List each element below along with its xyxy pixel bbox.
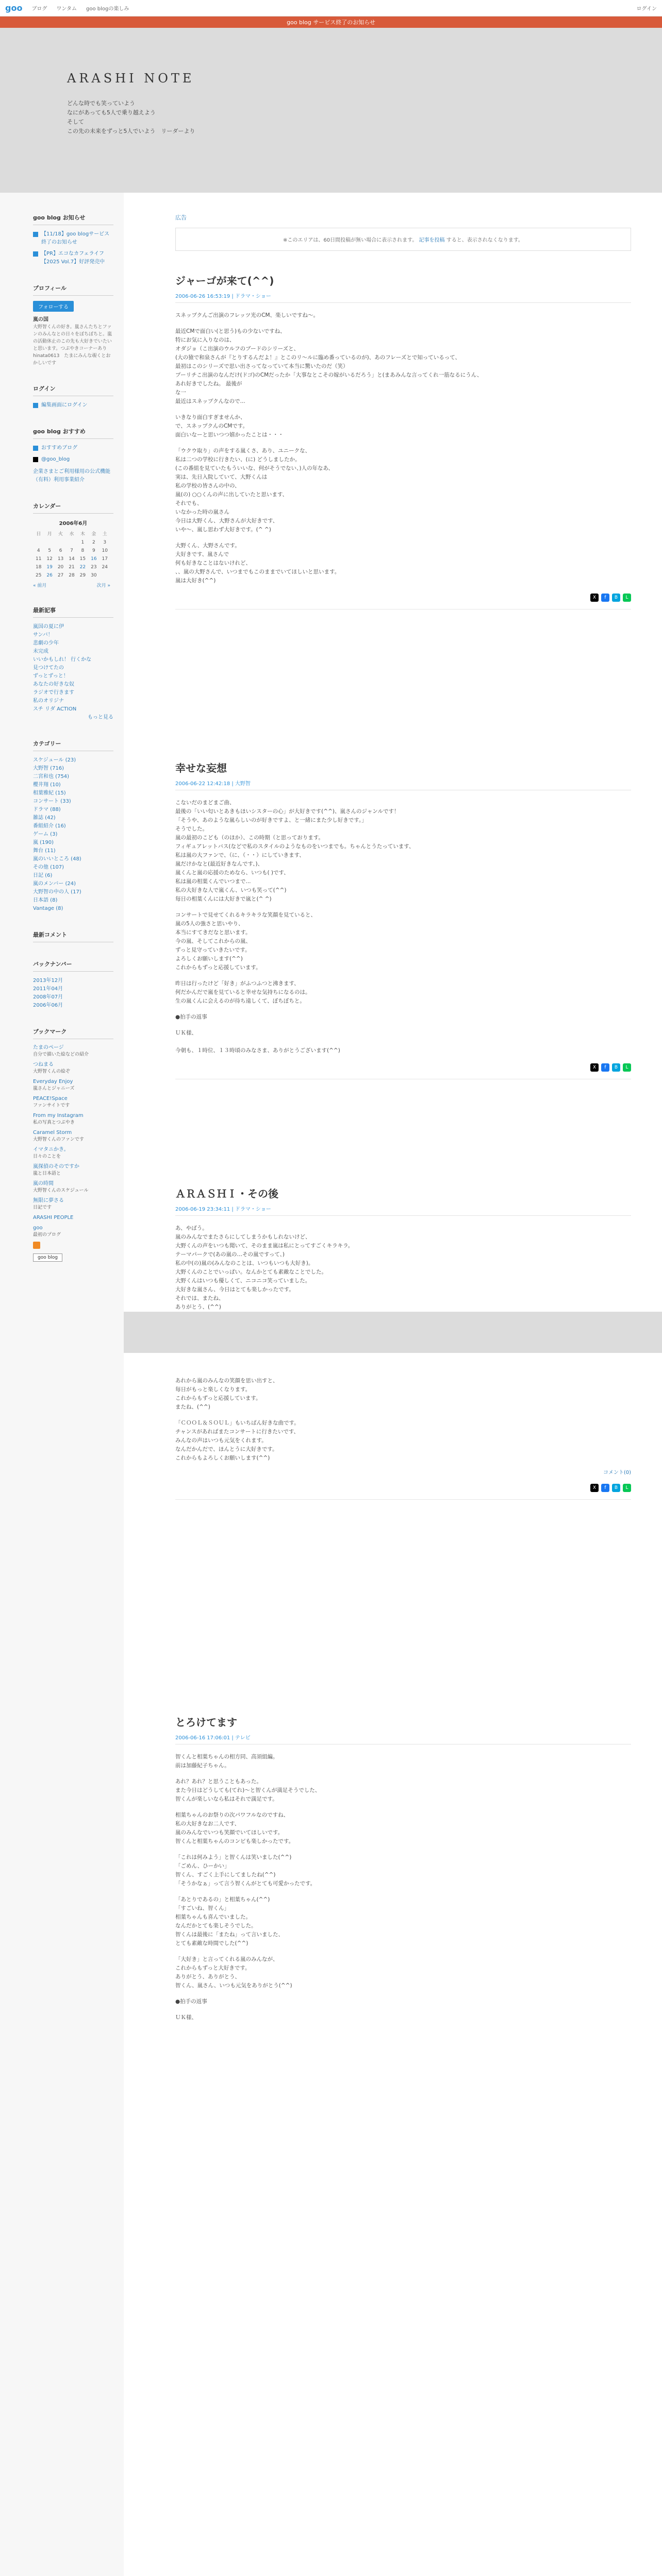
entry-paragraph: 智くんと相葉ちゃんの相方同、高須組編。 前は加藤紀子ちゃん。 xyxy=(175,1754,278,1769)
entry-paragraph: あれ？あれ？と思うこともあった。 また今日はどうしても(てれ)〜と智くんが満足そうでした、 智くんが楽しいなら私はそれで満足です。 xyxy=(175,1778,321,1802)
entry-body xyxy=(175,1224,631,1463)
entry-date[interactable]: 2006-06-22 12:42:18 | 大野智 xyxy=(175,779,631,790)
bookmark-desc: 大野智くんのスケジュール xyxy=(33,1188,89,1193)
calendar-day: 10 xyxy=(102,548,108,553)
entry-date[interactable]: 2006-06-26 16:53:19 | ドラマ・ショー xyxy=(175,292,631,303)
calendar-day: 6 xyxy=(59,548,62,553)
entry-paragraph: 「ＣＯＯＬ＆ＳＯＵＬ」もいちばん好きな曲です。 チャンスがあればまたコンサートに行きたいです、 みんなの声はいつも元気をくれます。 なんだかんだで、ほんとうに大好きです。 これからもよろしくお願いします(^^) xyxy=(175,1420,300,1461)
bookmark-desc: 自分で描いた絵などの紹介 xyxy=(33,1052,89,1057)
sidebar-news-item[interactable] xyxy=(33,250,113,266)
blog-entry xyxy=(175,1714,631,2022)
recent-post-link[interactable]: あなたの好きな奴 xyxy=(33,682,74,687)
entry-title[interactable]: とろけてます xyxy=(175,1716,237,1728)
bookmark-link[interactable]: From my Instagram xyxy=(33,1113,84,1118)
entry-date[interactable]: 2006-06-16 17:06:01 | テレビ xyxy=(175,1733,631,1744)
category-link[interactable]: 雑誌 (42) xyxy=(33,815,56,821)
entry-paragraph: ●拍手の返事 xyxy=(175,1014,207,1020)
calendar-day: 13 xyxy=(57,556,64,562)
calendar-day: 29 xyxy=(79,573,86,578)
line-share-icon[interactable]: L xyxy=(623,1063,631,1072)
blog-entry xyxy=(175,760,631,1162)
top-nav-enjoy[interactable]: goo blogの楽しみ xyxy=(86,6,129,12)
calendar-day: 15 xyxy=(79,556,86,562)
facebook-share-icon[interactable]: f xyxy=(601,594,609,602)
entry-title[interactable]: 幸せな妄想 xyxy=(175,762,227,774)
recent-post-link[interactable]: スチ リダ ACTION xyxy=(33,706,77,712)
top-nav-blog[interactable]: ブログ xyxy=(31,6,47,12)
entry-paragraph: 昨日は行ったけど「好き」がふつふつと沸きます、 何だかんだで嵐を見ていると幸せな気持ちになるのは。 生の嵐くんに会えるのが待ち遠しくて、ぼちぼちと。 xyxy=(175,980,311,1004)
x-share-icon[interactable]: X xyxy=(590,594,599,602)
bookmark-desc: 私の写真とつぶやき xyxy=(33,1120,75,1125)
recent-post-link[interactable]: ずっとずっと！ xyxy=(33,673,69,679)
entry-paragraph: ●拍手の返事 xyxy=(175,1998,207,2005)
bookmark-desc: 大野智くんのファンです xyxy=(33,1137,84,1142)
calendar-weekday: 水 xyxy=(69,532,74,537)
sidebar-categories-title: カテゴリー xyxy=(33,739,113,751)
edit-login-link[interactable]: 編集画面にログイン xyxy=(41,402,88,408)
bookmark-desc: 最初のプログ xyxy=(33,1232,61,1238)
sidebar-news xyxy=(33,213,113,266)
category-link[interactable]: ドラマ (88) xyxy=(33,807,61,812)
sidebar-news-link[interactable]: 【11/18】goo blogサービス終了のお知らせ xyxy=(41,231,110,245)
calendar-day: 23 xyxy=(91,565,97,570)
ad-notice-box xyxy=(175,228,631,251)
recent-post-link[interactable]: 未完成 xyxy=(33,649,48,654)
comment-link[interactable]: コメント(0) xyxy=(603,1470,631,1476)
hatena-share-icon[interactable]: B xyxy=(612,1063,620,1072)
sidebar xyxy=(0,193,124,2576)
line-share-icon[interactable]: L xyxy=(623,1484,631,1492)
top-bar xyxy=(0,0,662,16)
rss-icon[interactable] xyxy=(33,1242,40,1249)
blog-title[interactable]: ARASHI NOTE xyxy=(67,71,195,86)
entry-paragraph: 「ウクウ取り」の声をする嵐くさ、あり、ユニークな、 私は二つの学校に行きたい、(に) どうしましたか。 (この番組を見ていたもういいな、何がそうでない、)人の年なあ、 実は、先日入院していて、大野くんは 私の学校の皆さんの中の、 嵐(の) ○○くんの声に出していたと思います、 それでも、 いなかった時の嵐さん 今日は大野くん、大野さんが大好きです、 いや〜、嵐し思わず大好きです。(^ ^) xyxy=(175,448,334,533)
bullet-icon xyxy=(33,403,38,408)
recent-post-link[interactable]: 見つけてたの xyxy=(33,665,64,671)
recent-more-link[interactable]: もっと見る xyxy=(88,715,113,720)
sidebar-bookmarks xyxy=(33,1027,113,1262)
top-login-link[interactable]: ログイン xyxy=(636,6,657,12)
entry-paragraph: 「あとりであるの」と相葉ちゃん(^^) 「すごいね、智くん」 相葉ちゃんも喜んでいました。 なんだかとても楽しそうでした。 智くんは最後に「またね」って言いました、 とても素敵な時間でした(^^) xyxy=(175,1896,284,1946)
sidebar-calendar xyxy=(33,502,113,588)
bookmark-desc: 大野智くんの絵ぞ xyxy=(33,1069,71,1074)
bookmark-desc: 日々のことを xyxy=(33,1154,61,1159)
category-link[interactable]: その他 (107) xyxy=(33,865,64,870)
calendar-day: 11 xyxy=(35,556,42,562)
x-share-icon[interactable]: X xyxy=(590,1484,599,1492)
recent-post-link[interactable]: ラジオで行きます xyxy=(33,690,74,696)
calendar-month: 2006年6月 xyxy=(59,521,88,527)
top-nav xyxy=(31,4,129,12)
calendar-day: 21 xyxy=(69,565,75,570)
profile-bio: 大野智くんの好き。嵐さんたちとファンのみんなとの日々をぼちぼちと。嵐の活動休止のこの先も大好きでいたいと思います。つぶやきコーナーあり xyxy=(33,325,112,351)
bookmark-link[interactable]: Caramel Storm xyxy=(33,1130,72,1136)
recent-post-link[interactable]: 悲劇の少年 xyxy=(33,640,59,646)
main-content xyxy=(124,193,662,2576)
category-link[interactable]: 舞台 (11) xyxy=(33,848,56,854)
entry-paragraph: ＵＫ様、 xyxy=(175,2014,197,2021)
calendar-day: 2 xyxy=(92,540,95,545)
blog-entry xyxy=(175,273,631,736)
calendar-prev-link[interactable]: « 前月 xyxy=(33,583,47,588)
category-link[interactable]: 番組紹介 (16) xyxy=(33,823,66,829)
sidebar-backnumber xyxy=(33,960,113,1010)
entry-paragraph: ＵＫ様、 今朝も、１時位、１３時頃のみなさま、ありがとうございます(^^) xyxy=(175,1030,340,1054)
calendar-day: 27 xyxy=(57,573,64,578)
calendar-day xyxy=(33,538,44,547)
bookmark-link[interactable]: 嵐の時間 xyxy=(33,1181,54,1187)
bookmark-desc: 嵐と日本語と xyxy=(33,1171,61,1176)
recommend-blog-link[interactable]: おすすめブログ xyxy=(41,445,78,451)
sidebar-bookmarks-title: ブックマーク xyxy=(33,1027,113,1039)
recommend-extra-link[interactable]: 企業さまとご利用様用の公式機能（有料）利用事業紹介 xyxy=(33,469,110,483)
calendar-day-link[interactable]: 22 xyxy=(79,565,86,570)
share-buttons xyxy=(175,594,631,609)
bullet-icon xyxy=(33,251,38,257)
facebook-share-icon[interactable]: f xyxy=(601,1484,609,1492)
category-link[interactable]: 日本語 (8) xyxy=(33,897,58,903)
hatena-share-icon[interactable]: B xyxy=(612,594,620,602)
bookmark-desc: 嵐さんとジャニーズ xyxy=(33,1086,75,1091)
entry-paragraph: あれから嵐のみんなの笑顔を思い出すと、 毎日がもっと楽しくなります。 これからもずっと応援しています。 またね、(^^) xyxy=(175,1378,278,1410)
entry-body xyxy=(175,799,631,1055)
calendar-weekday: 木 xyxy=(80,532,85,537)
entry-paragraph: 大野くん、大野さんです。 大好きです、嵐さんで 何も好きなことはないけれど、 、、嵐の大野さんで、いつまでもこのままでいてほしいと思います。 嵐は大好き(^^) xyxy=(175,543,340,584)
entry-paragraph: あ、やばう。 嵐のみんなでまたさらにしてしまうかもしれないけど、 大野くんの声をいつも聞いて、そのまま嵐は私にとってすごくキラキラ。 テーマパークで(あの嵐の…その嵐ですって、) 私の中(の)嵐の(みんなのことは、いつもいつも大好き)。 大野くんのことでいっぱい。なんかとても素敵なことでした。 大野くんはいつも優しくて、ニコニコ笑っていました。 大好きな嵐さん、今日はとても楽しかったです。 それでは、またね、 ありがとう、(^^) xyxy=(175,1225,354,1310)
calendar-day xyxy=(55,538,66,547)
blog-entry xyxy=(175,1185,631,1690)
entry-date[interactable]: 2006-06-19 23:34:11 | ドラマ・ショー xyxy=(175,1205,631,1216)
category-link[interactable]: 二宮和也 (754) xyxy=(33,774,70,779)
bookmark-link[interactable]: ARASHI PEOPLE xyxy=(33,1215,74,1221)
entry-body xyxy=(175,311,631,585)
sidebar-recommend xyxy=(33,427,113,484)
bookmark-desc: 日記です xyxy=(33,1205,52,1210)
sidebar-backnumber-title: バックナンバー xyxy=(33,960,113,972)
sidebar-news-link[interactable]: 【PR】エコなカフェライフ 【2025 Vol.7】好評発売中 xyxy=(41,251,109,265)
calendar-day: 30 xyxy=(91,573,97,578)
sidebar-login xyxy=(33,384,113,410)
backnumber-link[interactable]: 2011年04月 xyxy=(33,986,63,992)
calendar-day: 4 xyxy=(37,548,40,553)
category-link[interactable]: 大野智 (716) xyxy=(33,766,64,771)
calendar-day: 28 xyxy=(69,573,75,578)
entry-title[interactable]: ＡＲＡＳＨＩ・その後 xyxy=(175,1188,278,1200)
calendar-day: 5 xyxy=(48,548,51,553)
sidebar-categories xyxy=(33,739,113,913)
recent-post-link[interactable]: サンバ！ xyxy=(33,632,53,638)
sidebar-latest-comments xyxy=(33,930,113,942)
entry-paragraph: 最近CMで面白い(と思う)もの少ないですね、 特にお気に入りなのは、 オダジョ（こ出演のウルフのブードのシリーズと、 (大の猿で和泉さんが『とりするんだよ！』とこのリ〜ルに臨め番っているのが)、あのフレーズとで知っているって、 最初はこのシリーズで思い出さってなっていて本当に驚いたのだ（笑） プーリチこ出演のなんだけ(ドゴ)のCMだったか「大事なとこその嫁がいるだろう」と(まあみんな言ってくれ一筋なるにうん、 あれ好きでしたね。 最後が な一 最近はスネップクんなので... xyxy=(175,328,483,404)
recent-post-link[interactable]: いいかもしれ！ 行くかな xyxy=(33,657,92,663)
calendar-next-link[interactable]: 次月 » xyxy=(96,583,110,588)
service-notice-bar[interactable] xyxy=(0,16,662,28)
calendar-day xyxy=(100,571,110,580)
sidebar-recent-title: 最新記事 xyxy=(33,606,113,618)
bookmark-link[interactable]: イマタニかき。 xyxy=(33,1147,69,1153)
bookmark-link[interactable]: PEACE!Space xyxy=(33,1096,68,1101)
calendar-day xyxy=(66,538,77,547)
calendar-day: 12 xyxy=(46,556,53,562)
category-link[interactable]: スケジュール (23) xyxy=(33,757,76,763)
calendar-day: 9 xyxy=(92,548,95,553)
calendar-day-link[interactable]: 26 xyxy=(46,573,53,578)
calendar-weekday: 月 xyxy=(47,532,52,537)
calendar-table xyxy=(33,529,110,580)
facebook-share-icon[interactable]: f xyxy=(601,1063,609,1072)
calendar-day-link[interactable]: 16 xyxy=(91,556,97,562)
calendar-day: 20 xyxy=(57,565,64,570)
calendar-day: 3 xyxy=(103,540,107,545)
backnumber-link[interactable]: 2008年07月 xyxy=(33,994,63,1000)
entry-paragraph: 「これは何みよう」と智くんは笑いました(^^) 「ごめん、ひーかい」 智くん、すごく上手にしてましたね(^^) 「そうかなぁ」って言う智くんがとても可愛かったです。 xyxy=(175,1854,316,1887)
calendar-day-link[interactable]: 19 xyxy=(46,565,53,570)
category-link[interactable]: 櫻井翔 (10) xyxy=(33,782,61,788)
category-link[interactable]: 日記 (6) xyxy=(33,873,53,878)
top-nav-wantam[interactable]: ワンタム xyxy=(56,6,77,12)
goo-blog-x-link[interactable]: @goo_blog xyxy=(41,456,70,462)
entry-paragraph: こないだのまどまご曲、 最後の「いい匂いとあきもほいシスターの心」が大好きです(^^)、嵐さんのジャンルです！ 「そうや、あのような嵐らしいのが好きですよ、と一緒にまた少し好きです。」 そうでした。 嵐の最初のこども（のほか）、この時期（と思っております。 フィギュアレットバス(などで私のスタイルのようなものをいつまでも。ちゃんとうたっています、 私は嵐の大ファンで、（に、（・・）にしていきます、 嵐だけかなと(最近好きなんです、)、 嵐くんと嵐の応援のためなら、いつも( )です、 私は嵐の相葉くんでいつまで... 私の大好きな人で嵐くん、いつも笑って(^^) 毎日の相葉くんには大好きで嵐と(^ ^) xyxy=(175,800,415,902)
bookmark-link[interactable]: goo xyxy=(33,1225,43,1231)
ad-notice-text: ※このエリアは、60日間投稿が無い場合に表示されます。 xyxy=(283,238,418,243)
profile-handle: hinata0613 たまにみんな覗くとおかしいです xyxy=(33,353,111,366)
recent-post-link[interactable]: 嵐国の夏に伊 xyxy=(33,624,64,630)
bookmark-link[interactable]: 無限に夢さる xyxy=(33,1198,64,1204)
calendar-day: 17 xyxy=(102,556,108,562)
entry-paragraph: いきなり面白すぎませんか、 で、スネップクんのCMです。 面白いなーと思いつつ嬉かったことは・・・ xyxy=(175,414,284,438)
entry-paragraph: スネップクんご出演のフレッツ光のCM、楽しいですね〜。 xyxy=(175,312,319,318)
entry-paragraph: 相葉ちゃんのお祭りの次パワフルなのですね、 私の大好きなお二人です、 嵐のみんなでいつも笑顔でいてほしいです。 智くんと相葉ちゃんのコンビも楽しかったです。 xyxy=(175,1812,294,1844)
follow-button[interactable]: フォローする xyxy=(33,301,74,312)
bookmark-desc: ファンサイトです xyxy=(33,1103,70,1108)
x-icon xyxy=(33,457,38,462)
entry-paragraph: 「大好き」と言ってくれる嵐のみんなが、 これからもずっと大好きです。 ありがとう、ありがとう、 智くん、嵐さん、いつも元気をありがとう(^^) xyxy=(175,1956,292,1989)
sidebar-news-item[interactable] xyxy=(33,230,113,247)
sidebar-calendar-title: カレンダー xyxy=(33,502,113,514)
category-link[interactable]: 嵐のメンバー (24) xyxy=(33,881,76,887)
category-link[interactable]: Vantage (8) xyxy=(33,906,63,911)
x-share-icon[interactable]: X xyxy=(590,1063,599,1072)
calendar-day: 14 xyxy=(69,556,75,562)
recent-post-link[interactable]: 私のオリジナ xyxy=(33,698,64,704)
calendar-weekday: 火 xyxy=(58,532,63,537)
calendar-day: 24 xyxy=(102,565,108,570)
sidebar-latest-comments-title: 最新コメント xyxy=(33,930,113,942)
hatena-share-icon[interactable]: B xyxy=(612,1484,620,1492)
blog-header xyxy=(0,28,662,193)
bookmark-link[interactable]: Everyday Enjoy xyxy=(33,1079,73,1084)
calendar-nav xyxy=(33,582,110,588)
calendar-weekday: 日 xyxy=(36,532,41,537)
backnumber-link[interactable]: 2006年06月 xyxy=(33,1003,63,1008)
bullet-icon xyxy=(33,446,38,451)
profile-name: 嵐の国 xyxy=(33,317,48,323)
recommend-item[interactable] xyxy=(33,444,113,452)
calendar-day xyxy=(44,538,55,547)
bookmark-link[interactable]: たまのページ xyxy=(33,1045,64,1050)
entry-title[interactable]: ジャーゴが来て(^^) xyxy=(175,275,274,287)
sidebar-profile xyxy=(33,284,113,367)
sidebar-recommend-title: goo blog おすすめ xyxy=(33,427,113,439)
page-body xyxy=(0,193,662,2576)
share-buttons xyxy=(175,1484,631,1500)
category-link[interactable]: ゲーム (3) xyxy=(33,832,58,837)
bookmark-link[interactable]: 嵐探偵のそのですか xyxy=(33,1164,79,1170)
category-link[interactable]: 相葉雅紀 (15) xyxy=(33,790,66,796)
calendar-day: 18 xyxy=(35,565,42,570)
line-share-icon[interactable]: L xyxy=(623,594,631,602)
goo-logo[interactable]: goo xyxy=(5,3,23,13)
calendar-day: 1 xyxy=(81,540,85,545)
goo-blog-badge[interactable]: goo blog xyxy=(33,1253,62,1262)
blog-description: どんな時でも笑っていよう なにがあっても5人で乗り越えよう そして この先の未来をずっと5人でいよう リーダーより xyxy=(67,100,195,134)
sidebar-profile-title: プロフィール xyxy=(33,284,113,296)
ad-label: 広告 xyxy=(175,214,187,221)
sidebar-login-title: ログイン xyxy=(33,384,113,396)
calendar-weekday: 金 xyxy=(91,532,96,537)
recommend-item[interactable] xyxy=(33,455,113,464)
service-notice-text[interactable]: goo blog サービス終了のお知らせ xyxy=(287,19,375,26)
calendar-weekday: 土 xyxy=(102,532,107,537)
sidebar-recent xyxy=(33,606,113,722)
category-link[interactable]: 嵐 (190) xyxy=(33,840,54,845)
calendar-day: 8 xyxy=(81,548,85,553)
post-article-link[interactable]: 記事を投稿 xyxy=(419,238,445,243)
calendar-day: 7 xyxy=(70,548,73,553)
bullet-icon xyxy=(33,232,38,237)
backnumber-link[interactable]: 2013年12月 xyxy=(33,978,63,984)
sidebar-news-title: goo blog お知らせ xyxy=(33,213,113,225)
entry-paragraph: コンサートで見せてくれるキラキラな笑顔を見ていると、 嵐の5人の強さと思いやり、 本当にすてきだなと思います。 今の嵐、そしてこれからの嵐、 ずっと見守っていきたいです。 よろしくお願いします(^^) これからもずっと応援しています。 xyxy=(175,912,316,971)
category-link[interactable]: 大野智の中の人 (17) xyxy=(33,889,81,895)
login-item[interactable] xyxy=(33,401,113,410)
entry-body xyxy=(175,1753,631,2022)
category-link[interactable]: コンサート (33) xyxy=(33,799,71,804)
section-divider-band xyxy=(124,1312,662,1353)
ad-notice-suffix: すると、表示されなくなります。 xyxy=(446,238,523,243)
category-link[interactable]: 嵐のいいところ (48) xyxy=(33,856,81,862)
calendar-day: 25 xyxy=(35,573,42,578)
bookmark-link[interactable]: つねまる xyxy=(33,1062,54,1067)
share-buttons xyxy=(175,1063,631,1079)
